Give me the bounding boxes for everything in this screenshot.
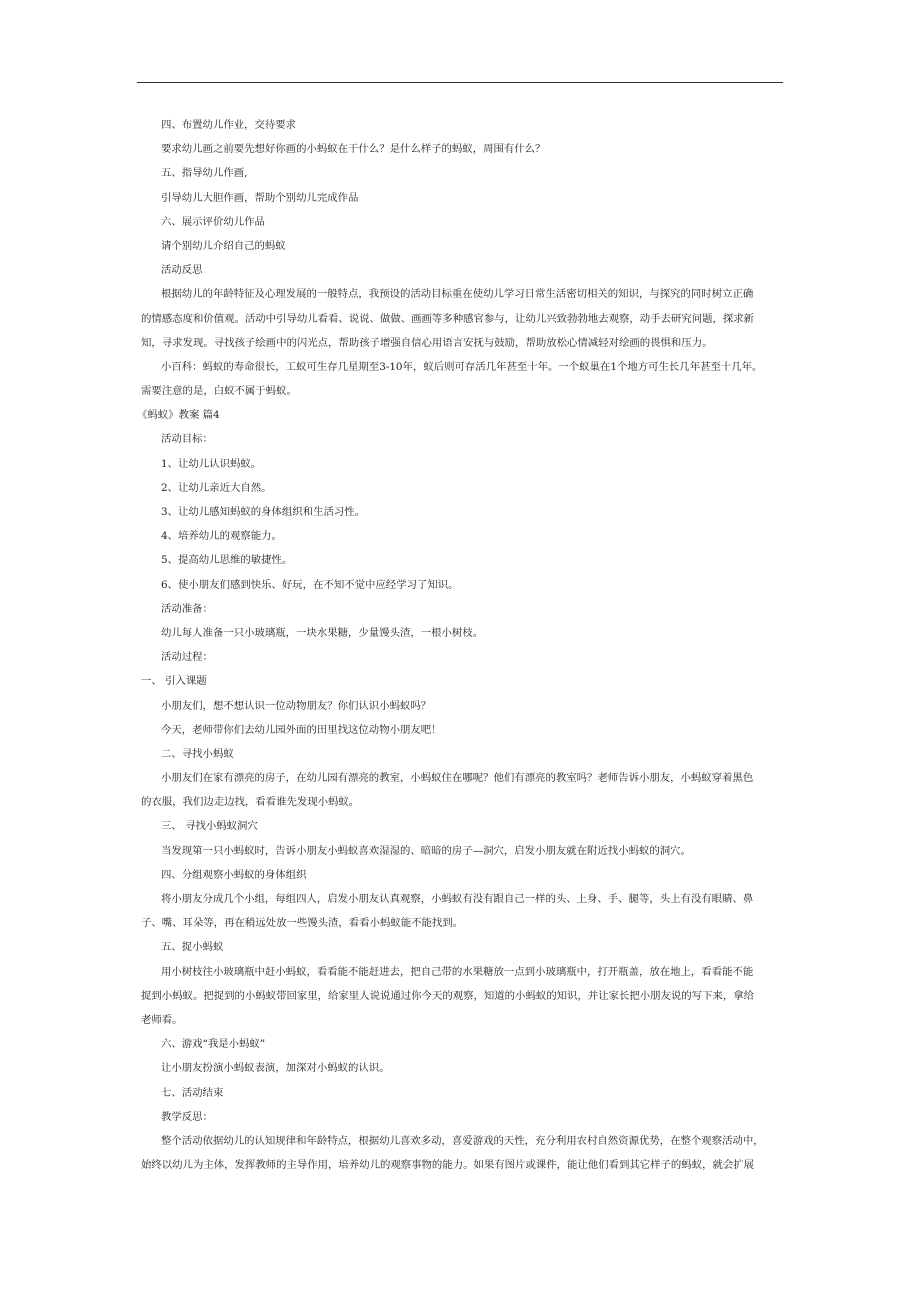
text-line: 三、 寻找小蚂蚁洞穴 (161, 820, 258, 833)
text-line: 小朋友们，想不想认识一位动物朋友？你们认识小蚂蚁吗？ (161, 699, 432, 712)
section-heading: 《蚂蚁》教案 篇4 (137, 409, 220, 422)
text-line: 今天，老师带你们去幼儿园外面的田里找这位动物小朋友吧！ (161, 723, 442, 736)
text-line: 教学反思： (161, 1110, 213, 1123)
text-line: 老师看。 (141, 1013, 183, 1026)
text-line: 活动目标： (161, 433, 213, 446)
text-line: 要求幼儿画之前要先想好你画的小蚂蚁在干什么？是什么样子的蚂蚁，周围有什么？ (161, 143, 546, 156)
text-line: 引导幼儿大胆作画，帮助个别幼儿完成作品 (161, 191, 359, 204)
text-line: 4、培养幼儿的观察能力。 (161, 530, 282, 543)
text-line: 需要注意的是，白蚁不属于蚂蚁。 (141, 385, 297, 398)
text-line: 子、嘴、耳朵等，再在稍远处放一些馒头渣，看看小蚂蚁能不能找到。 (141, 917, 464, 930)
text-line: 的衣服，我们边走边找，看看谁先发现小蚂蚁。 (141, 796, 360, 809)
body-text (0, 113, 920, 1177)
text-line: 将小朋友分成几个小组，每组四人，启发小朋友认真观察，小蚂蚁有没有跟自己一样的头、上身、手、腿等，头上有没有眼睛、鼻 (161, 893, 754, 905)
text-line: 当发现第一只小蚂蚁时，告诉小朋友小蚂蚁喜欢湿湿的、暗暗的房子—洞穴，启发小朋友就在附近找小蚂蚁的洞穴。 (161, 844, 691, 857)
text-line: 5、提高幼儿思维的敏捷性。 (161, 554, 293, 567)
text-line: 五、指导幼儿作画, (161, 167, 248, 180)
text-line: 活动反思 (161, 264, 203, 277)
text-line: 小百科：蚂蚁的寿命很长，工蚁可生存几星期至3-10年，蚁后则可存活几年甚至十年。一个蚁巢在1个地方可生长几年甚至十几年。 (161, 360, 763, 373)
text-line: 四、布置幼儿作业，交待要求 (161, 119, 297, 131)
text-line: 四、分组观察小蚂蚁的身体组织 (161, 868, 307, 881)
text-line: 二、寻找小蚂蚁 (161, 747, 234, 760)
text-line: 请个别幼儿介绍自己的蚂蚁 (161, 239, 286, 252)
text-line: 六、游戏“我是小蚂蚁” (161, 1038, 266, 1051)
text-line: 活动准备： (161, 602, 213, 615)
text-line: 1、让幼儿认识蚂蚁。 (161, 457, 262, 470)
text-line: 七、活动结束 (161, 1086, 224, 1099)
header-rule (137, 82, 783, 83)
text-line: 根据幼儿的年龄特征及心理发展的一般特点，我预设的活动目标重在使幼儿学习日常生活密切相关的知识，与探究的同时树立正确 (161, 288, 754, 301)
text-line: 的情感态度和价值观。活动中引导幼儿看看、说说、做做、画画等多种感官参与，让幼儿兴致勃勃地去观察，动手去研究问题，探求新 (141, 312, 755, 325)
text-line: 捉到小蚂蚁。把捉到的小蚂蚁带回家里，给家里人说说通过你今天的观察，知道的小蚂蚁的知识，并让家长把小朋友说的写下来，拿给 (141, 989, 755, 1002)
text-line: 3、让幼儿感知蚂蚁的身体组织和生活习性。 (161, 506, 366, 518)
text-line: 2、让幼儿亲近大自然。 (161, 481, 272, 494)
text-line: 用小树枝往小玻璃瓶中赶小蚂蚁，看看能不能赶进去，把自己带的水果糖放一点到小玻璃瓶中，打开瓶盖，放在地上，看看能不能 (161, 965, 754, 978)
text-line: 整个活动依据幼儿的认知规律和年龄特点，根据幼儿喜欢多动，喜爱游戏的天性，充分利用农村自然资源优势，在整个观察活动中， (161, 1134, 764, 1147)
text-line: 小朋友们在家有漂亮的房子，在幼儿园有漂亮的教室，小蚂蚁住在哪呢？他们有漂亮的教室吗？老师告诉小朋友，小蚂蚁穿着黑色 (161, 772, 754, 785)
text-line: 六、展示评价幼儿作品 (161, 215, 265, 228)
text-line: 幼儿每人准备一只小玻璃瓶，一块水果糖，少量馒头渣，一根小树枝。 (161, 626, 484, 639)
text-line: 五、捉小蚂蚁 (161, 941, 224, 954)
text-line: 6、使小朋友们感到快乐、好玩，在不知不觉中应经学习了知识。 (161, 578, 459, 591)
text-line: 活动过程： (161, 651, 213, 664)
text-line: 一、 引入课题 (141, 675, 207, 688)
text-line: 知，寻求发现。寻找孩子绘画中的闪光点，帮助孩子增强自信心用语言安抚与鼓励，帮助放松心情减轻对绘画的畏惧和压力。 (141, 336, 713, 349)
text-line: 让小朋友扮演小蚂蚁表演，加深对小蚂蚁的认识。 (161, 1062, 390, 1075)
text-line: 始终以幼儿为主体，发挥教师的主导作用，培养幼儿的观察事物的能力。如果有图片或课件，能让他们看到其它样子的蚂蚁，就会扩展 (141, 1159, 755, 1172)
